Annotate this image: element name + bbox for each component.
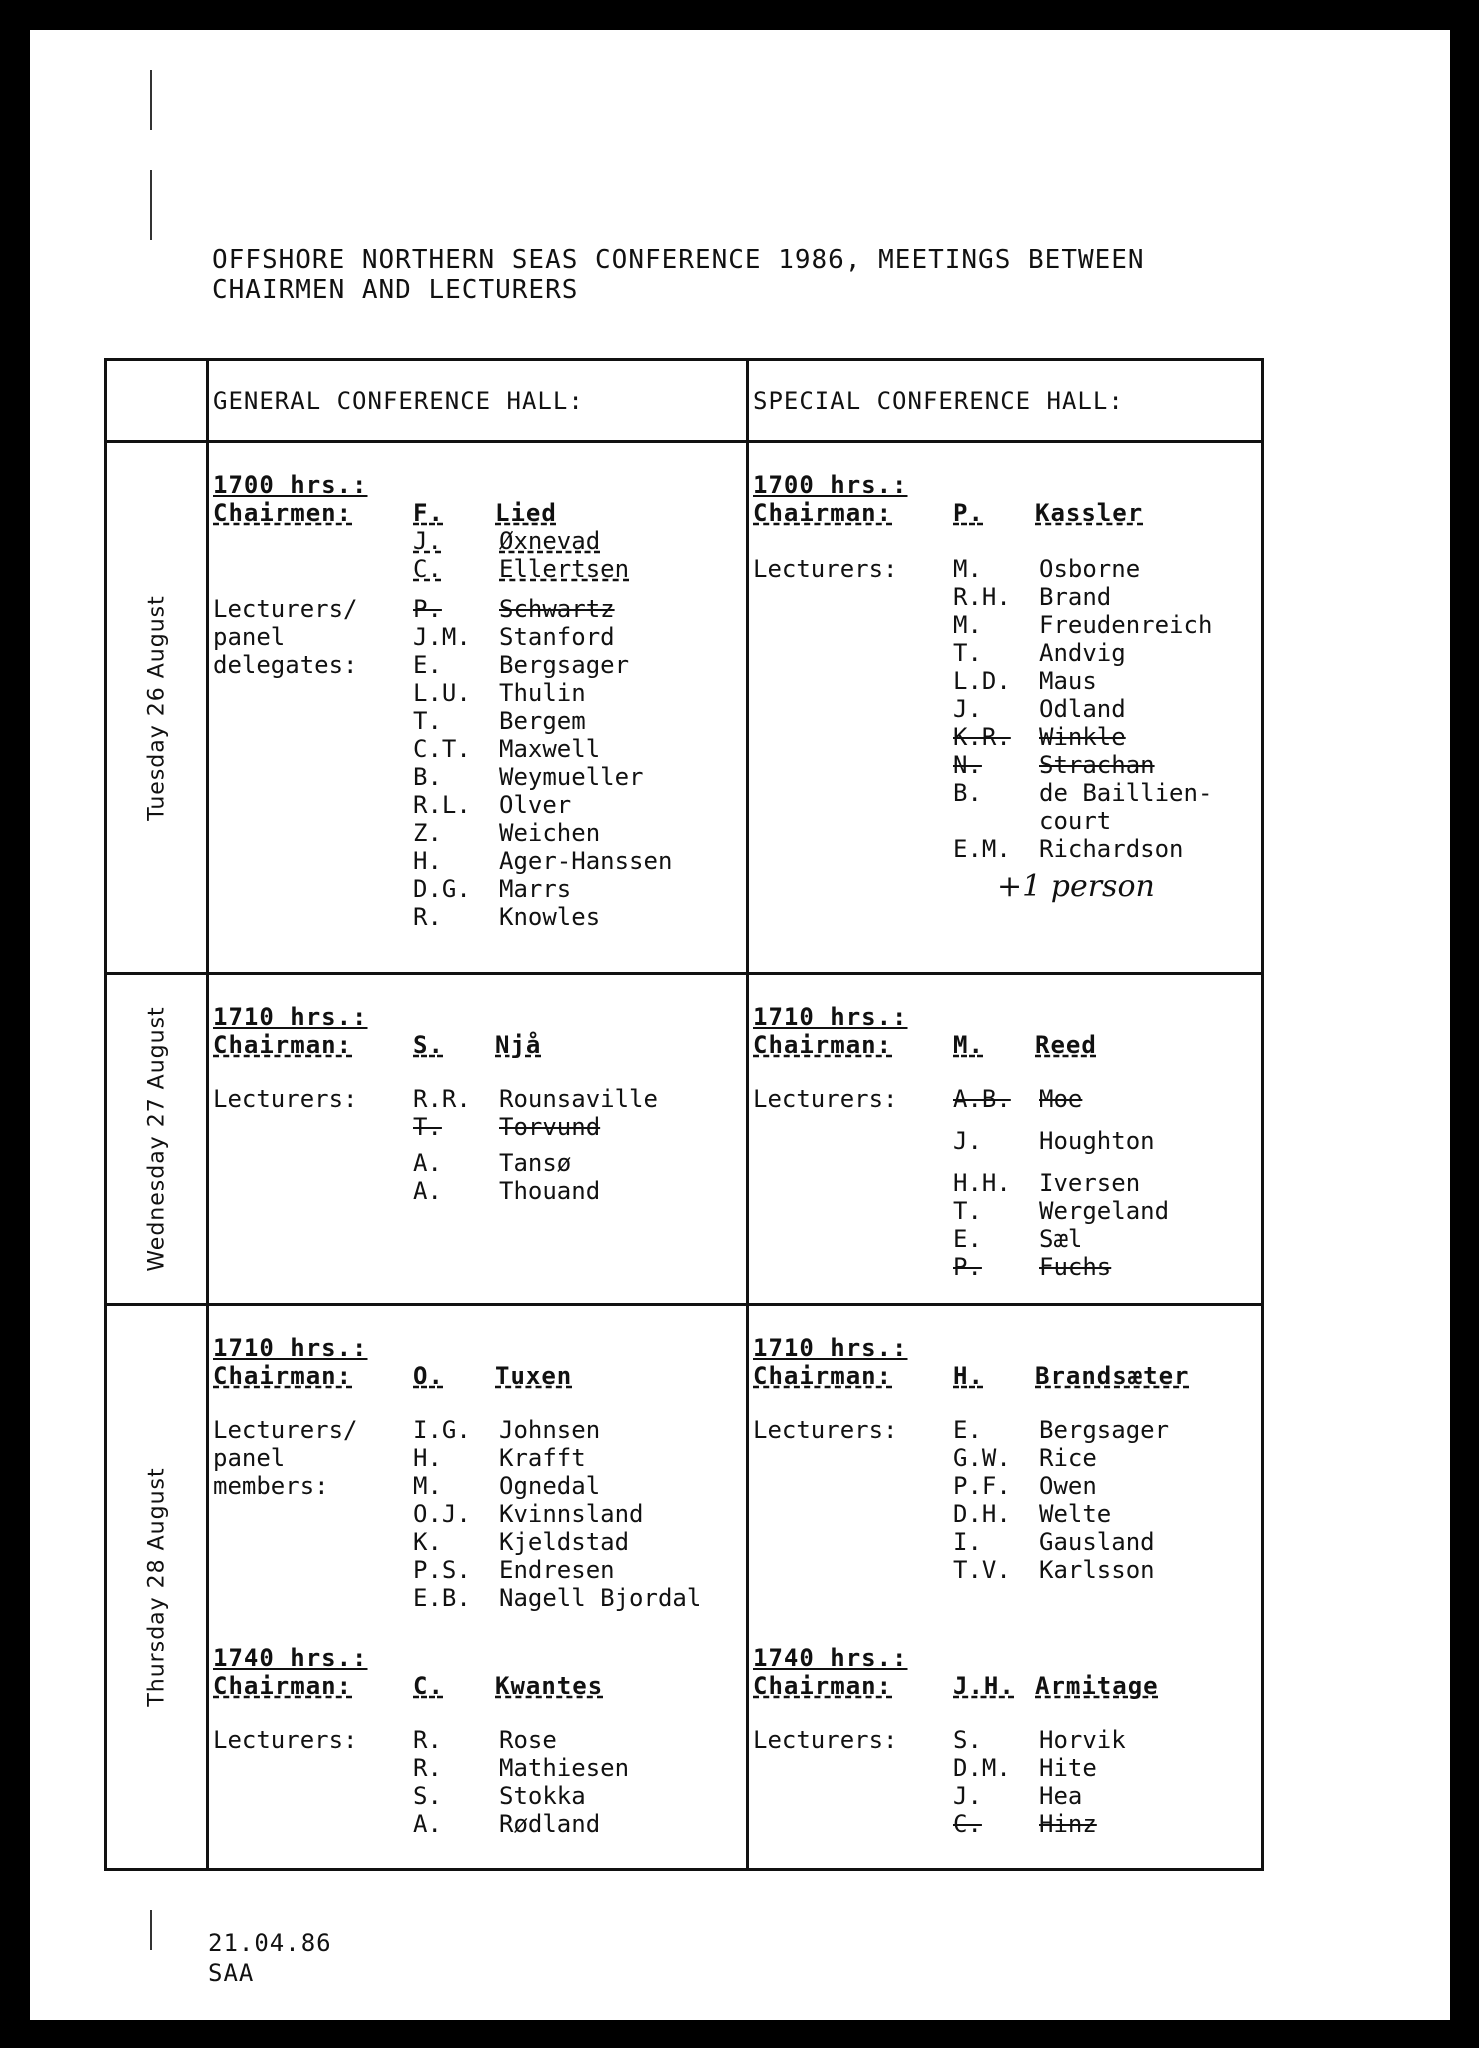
lecturer-initials: M.: [413, 1472, 442, 1500]
chair-initials: C.: [413, 555, 442, 583]
lecturer-initials: R.H.: [953, 583, 1011, 611]
document-footer: [208, 1928, 332, 1988]
lecturer-initials: E.: [953, 1416, 982, 1444]
lecturer-name: Thouand: [499, 1177, 601, 1205]
lecturer-name: court: [1039, 807, 1112, 835]
lecturer-name: Wergeland: [1039, 1197, 1170, 1225]
lecturer-name: Mathiesen: [499, 1754, 630, 1782]
lecturer-initials: L.D.: [953, 667, 1011, 695]
chair-initials: J.: [413, 527, 442, 555]
handwritten-note: +1 person: [997, 869, 1155, 904]
lecturer-initials: P.: [953, 1253, 982, 1281]
lecturer-name: Marrs: [499, 875, 572, 903]
chair-name: Lied: [495, 499, 557, 527]
meeting-time: 1710 hrs.:: [213, 1003, 368, 1031]
chair-name: Brandsæter: [1035, 1362, 1190, 1390]
day-row-wednesday: [106, 974, 1263, 1305]
lecturer-initials: D.H.: [953, 1500, 1011, 1528]
lecturer-name: Rice: [1039, 1444, 1097, 1472]
lecturer-name: Nagell Bjordal: [499, 1584, 702, 1612]
lecturer-initials: D.M.: [953, 1754, 1011, 1782]
title-line-2: CHAIRMEN AND LECTURERS: [212, 275, 579, 305]
chair-name: Kwantes: [495, 1672, 604, 1700]
lecturer-name: Hea: [1039, 1782, 1083, 1810]
lecturer-name: Horvik: [1039, 1726, 1126, 1754]
lecturer-name: Richardson: [1039, 835, 1184, 863]
meeting-block: [209, 443, 746, 931]
general-hall-cell: [208, 1305, 748, 1870]
lecturer-initials: K.: [413, 1528, 442, 1556]
meeting-time: 1700 hrs.:: [753, 471, 908, 499]
lecturer-initials: T.V.: [953, 1556, 1011, 1584]
lecturer-list: [213, 1726, 742, 1838]
extra-chairs: [213, 527, 742, 583]
margin-mark: [150, 70, 152, 130]
general-hall-cell: [208, 442, 748, 974]
meeting-block: [749, 443, 1261, 904]
lecturer-initials: A.: [413, 1810, 442, 1838]
lecturer-name: Krafft: [499, 1444, 586, 1472]
meeting-block: [749, 1306, 1261, 1838]
lecturer-initials: T.: [953, 1197, 982, 1225]
day-label: Thursday 28 August: [144, 1467, 169, 1707]
lecturer-name: Karlsson: [1039, 1556, 1155, 1584]
lecturer-name: Freudenreich: [1039, 611, 1213, 639]
group-label: Lecturers:: [753, 1085, 898, 1113]
lecturer-name: Endresen: [499, 1556, 615, 1584]
lecturer-initials: S.: [953, 1726, 982, 1754]
chair-initials: F.: [413, 499, 444, 527]
lecturer-initials: G.W.: [953, 1444, 1011, 1472]
chair-line: [753, 499, 1257, 527]
day-row-thursday: [106, 1305, 1263, 1870]
lecturer-name: Torvund: [499, 1113, 601, 1141]
day-cell: [106, 442, 208, 974]
lecturer-initials: T.: [953, 639, 982, 667]
lecturer-initials: H.: [413, 1444, 442, 1472]
lecturer-name: Bergem: [499, 707, 586, 735]
lecturer-list: [753, 1416, 1257, 1584]
lecturer-name: Owen: [1039, 1472, 1097, 1500]
group-label: panel: [213, 1444, 286, 1472]
lecturer-name: Iversen: [1039, 1169, 1141, 1197]
lecturer-name: Sæl: [1039, 1225, 1083, 1253]
lecturer-name: Andvig: [1039, 639, 1126, 667]
group-label: Lecturers:: [753, 1726, 898, 1754]
chair-label: Chairman:: [753, 499, 893, 527]
lecturer-name: Brand: [1039, 583, 1112, 611]
chair-label: Chairman:: [753, 1672, 893, 1700]
chair-name: Njå: [495, 1031, 542, 1059]
chair-label: Chairman:: [213, 1362, 353, 1390]
lecturer-initials: A.: [413, 1177, 442, 1205]
chair-line: [753, 1672, 1257, 1700]
day-label: Tuesday 26 August: [144, 594, 169, 821]
chair-initials: J.H.: [953, 1672, 1015, 1700]
lecturer-initials: E.: [413, 651, 442, 679]
lecturer-name: Stokka: [499, 1782, 586, 1810]
lecturer-list: [213, 595, 742, 931]
lecturer-initials: H.: [413, 847, 442, 875]
lecturer-name: Odland: [1039, 695, 1126, 723]
lecturer-name: Thulin: [499, 679, 586, 707]
lecturer-initials: J.: [953, 695, 982, 723]
lecturer-initials: E.: [953, 1225, 982, 1253]
chair-label: Chairman:: [213, 1031, 353, 1059]
group-label: Lecturers/: [213, 1416, 358, 1444]
lecturer-list: [213, 1085, 742, 1205]
lecturer-name: Hinz: [1039, 1810, 1097, 1838]
lecturer-initials: L.U.: [413, 679, 471, 707]
lecturer-name: Hite: [1039, 1754, 1097, 1782]
special-hall-header: SPECIAL CONFERENCE HALL:: [748, 360, 1263, 442]
lecturer-initials: B.: [953, 779, 982, 807]
lecturer-initials: J.: [953, 1127, 982, 1155]
lecturer-name: Bergsager: [1039, 1416, 1170, 1444]
lecturer-initials: R.L.: [413, 791, 471, 819]
group-label: delegates:: [213, 651, 358, 679]
meeting-time: 1710 hrs.:: [753, 1334, 908, 1362]
lecturer-name: Johnsen: [499, 1416, 601, 1444]
lecturer-initials: P.S.: [413, 1556, 471, 1584]
margin-mark: [150, 170, 152, 240]
chair-name: Kassler: [1035, 499, 1144, 527]
lecturer-name: Rounsaville: [499, 1085, 658, 1113]
lecturer-name: Rose: [499, 1726, 557, 1754]
lecturer-initials: T.: [413, 707, 442, 735]
header-row: [106, 360, 1263, 442]
lecturer-initials: I.: [953, 1528, 982, 1556]
lecturer-initials: H.H.: [953, 1169, 1011, 1197]
group-label: Lecturers:: [753, 1416, 898, 1444]
chair-line: [213, 499, 742, 527]
chair-initials: M.: [953, 1031, 984, 1059]
lecturer-initials: R.: [413, 1754, 442, 1782]
lecturer-initials: C.T.: [413, 735, 471, 763]
lecturer-name: Tansø: [499, 1149, 572, 1177]
chair-name: Reed: [1035, 1031, 1097, 1059]
chair-label: Chairman:: [213, 1672, 353, 1700]
lecturer-initials: T.: [413, 1113, 442, 1141]
special-hall-cell: [748, 442, 1263, 974]
lecturer-name: Kvinnsland: [499, 1500, 644, 1528]
footer-date: 21.04.86: [208, 1929, 332, 1957]
chair-label: Chairman:: [753, 1362, 893, 1390]
lecturer-name: de Baillien-: [1039, 779, 1213, 807]
lecturer-name: Kjeldstad: [499, 1528, 630, 1556]
meeting-time: 1710 hrs.:: [753, 1003, 908, 1031]
lecturer-name: Weichen: [499, 819, 601, 847]
lecturer-initials: P.: [413, 595, 442, 623]
lecturer-list: [753, 555, 1257, 863]
meeting-time: 1740 hrs.:: [213, 1644, 368, 1672]
lecturer-name: Olver: [499, 791, 572, 819]
special-hall-cell: [748, 974, 1263, 1305]
lecturer-name: Moe: [1039, 1085, 1083, 1113]
lecturer-initials: C.: [953, 1810, 982, 1838]
chair-name: Armitage: [1035, 1672, 1159, 1700]
lecturer-name: Welte: [1039, 1500, 1112, 1528]
lecturer-initials: S.: [413, 1782, 442, 1810]
lecturer-list: [753, 1726, 1257, 1838]
lecturer-initials: J.: [953, 1782, 982, 1810]
lecturer-name: Ognedal: [499, 1472, 601, 1500]
lecturer-initials: K.R.: [953, 723, 1011, 751]
chair-label: Chairmen:: [213, 499, 353, 527]
margin-mark: [150, 1910, 152, 1950]
lecturer-name: Strachan: [1039, 751, 1155, 779]
general-hall-cell: [208, 974, 748, 1305]
group-label: Lecturers:: [753, 555, 898, 583]
day-label: Wednesday 27 August: [144, 1006, 169, 1272]
chair-initials: O.: [413, 1362, 444, 1390]
schedule-table: [104, 358, 1264, 1871]
chair-name: Tuxen: [495, 1362, 573, 1390]
group-label: Lecturers/: [213, 595, 358, 623]
chair-line: [753, 1031, 1257, 1059]
meeting-block: [209, 1306, 746, 1838]
lecturer-name: Osborne: [1039, 555, 1141, 583]
group-label: Lecturers:: [213, 1726, 358, 1754]
group-label: panel: [213, 623, 286, 651]
lecturer-name: Fuchs: [1039, 1253, 1112, 1281]
lecturer-name: Weymueller: [499, 763, 644, 791]
lecturer-initials: E.M.: [953, 835, 1011, 863]
lecturer-initials: B.: [413, 763, 442, 791]
lecturer-initials: Z.: [413, 819, 442, 847]
lecturer-initials: R.: [413, 1726, 442, 1754]
lecturer-name: Bergsager: [499, 651, 630, 679]
document-title: [212, 245, 1145, 305]
chair-name: Ellertsen: [499, 555, 630, 583]
chair-line: [213, 1031, 742, 1059]
general-hall-header: GENERAL CONFERENCE HALL:: [208, 360, 748, 442]
chair-initials: C.: [413, 1672, 444, 1700]
lecturer-initials: N.: [953, 751, 982, 779]
lecturer-initials: D.G.: [413, 875, 471, 903]
special-hall-cell: [748, 1305, 1263, 1870]
chair-line: [753, 1362, 1257, 1390]
lecturer-initials: O.J.: [413, 1500, 471, 1528]
lecturer-initials: M.: [953, 555, 982, 583]
lecturer-initials: E.B.: [413, 1584, 471, 1612]
corner-cell: [106, 360, 208, 442]
lecturer-name: Maxwell: [499, 735, 601, 763]
lecturer-name: Stanford: [499, 623, 615, 651]
lecturer-name: Rødland: [499, 1810, 601, 1838]
lecturer-initials: A.B.: [953, 1085, 1011, 1113]
lecturer-initials: J.M.: [413, 623, 471, 651]
lecturer-initials: [953, 807, 1039, 835]
meeting-time: 1740 hrs.:: [753, 1644, 908, 1672]
meeting-block: [749, 975, 1261, 1281]
meeting-block: [209, 975, 746, 1205]
lecturer-list: [213, 1416, 742, 1612]
chair-line: [213, 1672, 742, 1700]
chair-line: [213, 1362, 742, 1390]
chair-initials: P.: [953, 499, 984, 527]
lecturer-initials: I.G.: [413, 1416, 471, 1444]
chair-initials: H.: [953, 1362, 984, 1390]
lecturer-name: Gausland: [1039, 1528, 1155, 1556]
lecturer-initials: A.: [413, 1149, 442, 1177]
meeting-time: 1700 hrs.:: [213, 471, 368, 499]
lecturer-name: Houghton: [1039, 1127, 1155, 1155]
group-label: Lecturers:: [213, 1085, 358, 1113]
lecturer-name: Winkle: [1039, 723, 1126, 751]
lecturer-initials: P.F.: [953, 1472, 1011, 1500]
lecturer-initials: R.R.: [413, 1085, 471, 1113]
day-cell: [106, 1305, 208, 1870]
day-row-tuesday: [106, 442, 1263, 974]
meeting-time: 1710 hrs.:: [213, 1334, 368, 1362]
title-line-1: OFFSHORE NORTHERN SEAS CONFERENCE 1986, MEETINGS BETWEEN: [212, 245, 1145, 275]
footer-initials: SAA: [208, 1959, 255, 1987]
day-cell: [106, 974, 208, 1305]
group-label: members:: [213, 1472, 329, 1500]
lecturer-name: Schwartz: [499, 595, 615, 623]
chair-name: Øxnevad: [499, 527, 601, 555]
lecturer-list: [753, 1085, 1257, 1281]
lecturer-name: Ager-Hanssen: [499, 847, 673, 875]
lecturer-name: Knowles: [499, 903, 601, 931]
chair-label: Chairman:: [753, 1031, 893, 1059]
lecturer-initials: M.: [953, 611, 982, 639]
lecturer-initials: R.: [413, 903, 442, 931]
chair-initials: S.: [413, 1031, 444, 1059]
lecturer-name: Maus: [1039, 667, 1097, 695]
